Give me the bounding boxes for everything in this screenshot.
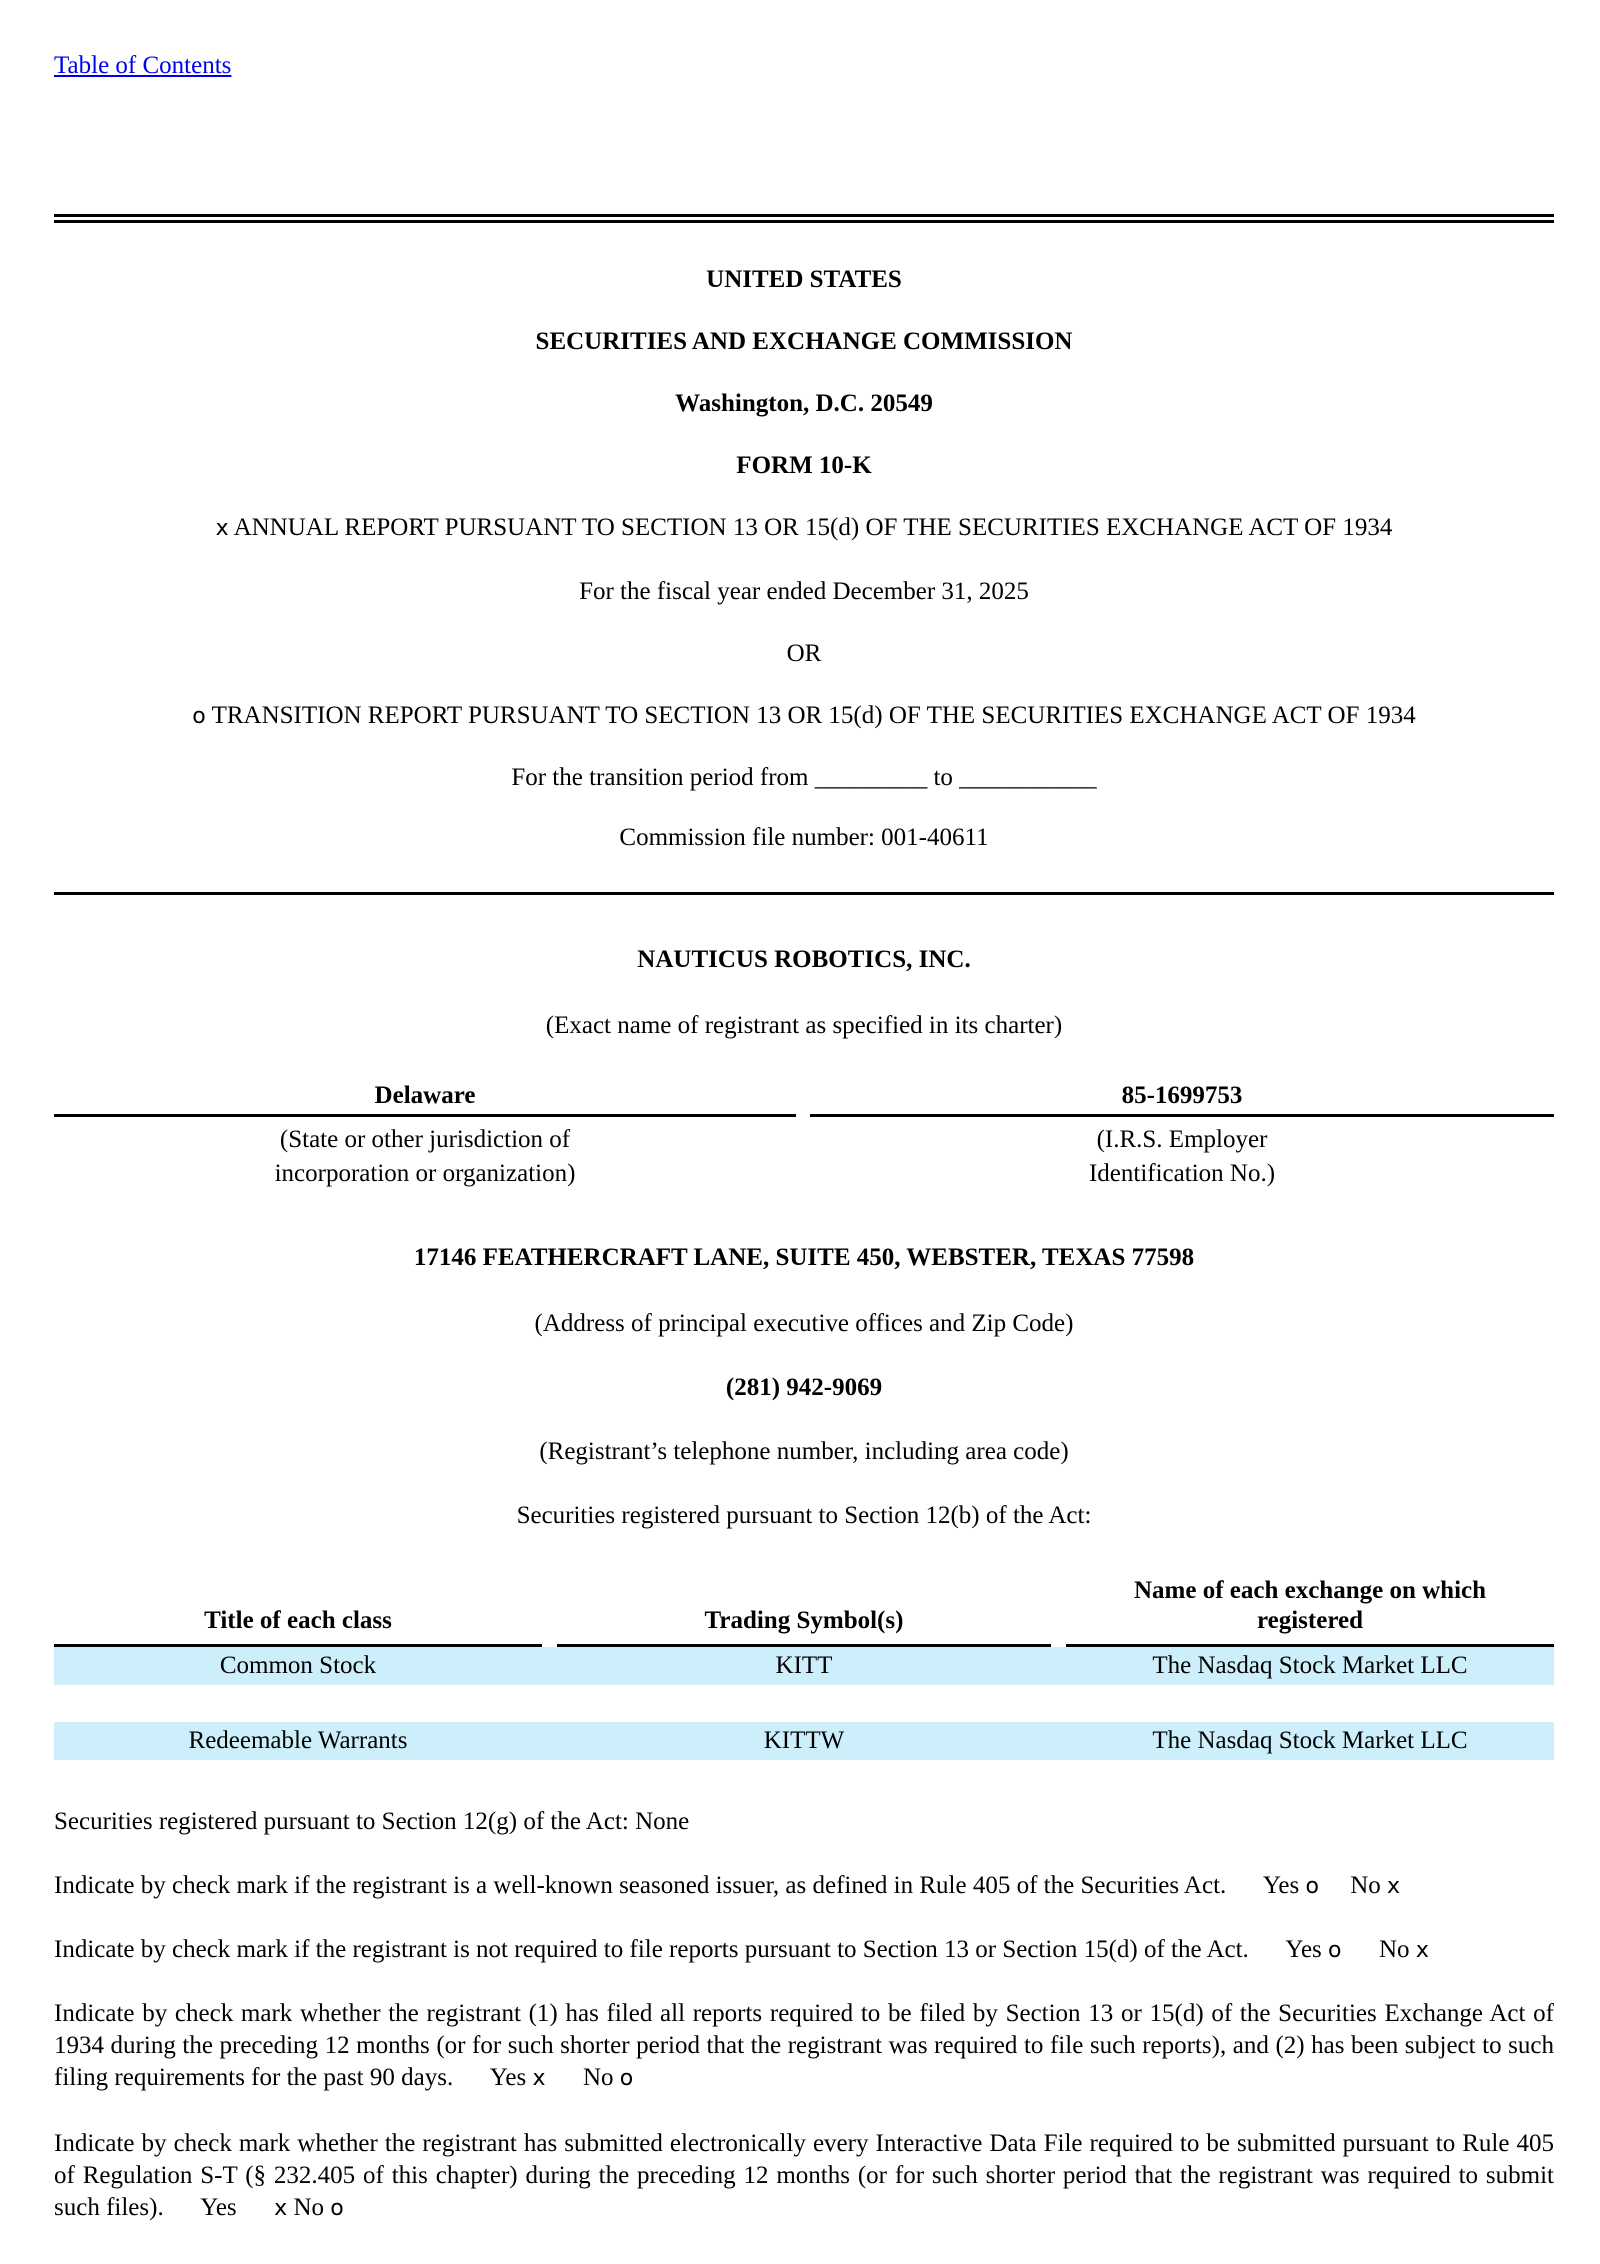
- yes-checkbox[interactable]: x: [274, 2196, 288, 2221]
- no-checkbox[interactable]: o: [619, 2066, 634, 2091]
- employer-id-block: [810, 1082, 1554, 1191]
- registrant-name: NAUTICUS ROBOTICS, INC.: [637, 946, 971, 973]
- header-united-states: UNITED STATES: [706, 266, 902, 293]
- no-label: No: [1379, 1936, 1410, 1963]
- transition-report-line: [54, 702, 1554, 730]
- cell-trading-symbol: KITT: [775, 1652, 833, 1679]
- annual-report-text: ANNUAL REPORT PURSUANT TO SECTION 13 OR 15(d) OF THE SECURITIES EXCHANGE ACT OF 1934: [233, 514, 1393, 541]
- header-washington: Washington, D.C. 20549: [675, 390, 933, 417]
- annual-report-checkmark: x: [215, 516, 229, 541]
- fiscal-year-line: For the fiscal year ended December 31, 2025: [579, 578, 1029, 605]
- table-of-contents-link[interactable]: Table of Contents: [54, 52, 232, 79]
- header-double-rule: [54, 214, 1554, 223]
- section-12g-line: Securities registered pursuant to Section 12(g) of the Act: None: [54, 1808, 690, 1835]
- commission-file-number: Commission file number: 001-40611: [619, 824, 989, 851]
- table-row: [54, 1647, 1554, 1685]
- yes-checkbox[interactable]: o: [1305, 1874, 1319, 1899]
- no-label: No: [1350, 1872, 1381, 1899]
- yes-checkbox[interactable]: x: [532, 2066, 546, 2091]
- no-checkbox[interactable]: x: [1387, 1874, 1401, 1899]
- transition-report-text: TRANSITION REPORT PURSUANT TO SECTION 13 OR 15(d) OF THE SECURITIES EXCHANGE ACT OF 1934: [211, 702, 1416, 729]
- form-title: FORM 10-K: [736, 452, 872, 479]
- th-title-of-class: Title of each class: [204, 1607, 392, 1634]
- state-caption: (State or other jurisdiction of incorporation or organization): [274, 1126, 576, 1187]
- registrant-name-caption: (Exact name of registrant as specified in its charter): [545, 1012, 1063, 1039]
- th-exchange-name: Name of each exchange on which registered: [1133, 1577, 1487, 1634]
- yes-checkbox[interactable]: o: [1328, 1938, 1342, 1963]
- no-checkbox[interactable]: x: [1415, 1938, 1429, 1963]
- no-label: No: [582, 2064, 614, 2091]
- transition-report-checkmark: o: [192, 704, 206, 729]
- yes-label: Yes: [1285, 1936, 1322, 1963]
- section-12b-heading: Securities registered pursuant to Section 12(b) of the Act:: [516, 1502, 1092, 1529]
- no-label: No: [293, 2194, 325, 2221]
- check-question-interactive-data: Indicate by check mark whether the registrant has submitted electronically every Interactive Data File required to be submitted pursuant to Rule 405 of Regulation S-T (§ 232.405 of this chapter) during the preceding 12 months (or for such shorter period that the registrant was required to submit such files). Yes x No o: [54, 2130, 1554, 2221]
- header-sec: SECURITIES AND EXCHANGE COMMISSION: [535, 328, 1073, 355]
- employer-id-number: 85-1699753: [810, 1082, 1554, 1117]
- section-divider: [54, 892, 1554, 895]
- telephone-caption: (Registrant’s telephone number, including area code): [539, 1438, 1069, 1465]
- check-question-filed-reports: Indicate by check mark whether the registrant (1) has filed all reports required to be filed by Section 13 or 15(d) of the Securities Exchange Act of 1934 during the preceding 12 months (or for such shorter period that the registrant was required to file such reports), and (2) has been subject to such filing requirements for the past 90 days. Yes x No o: [54, 2000, 1554, 2091]
- check-question-not-required: Indicate by check mark if the registrant is not required to file reports pursuant to Section 13 or Section 15(d) of the Act. Yes o No x: [54, 1936, 1429, 1963]
- no-checkbox[interactable]: o: [330, 2196, 344, 2221]
- annual-report-line: [54, 514, 1554, 542]
- address-caption: (Address of principal executive offices and Zip Code): [534, 1310, 1074, 1337]
- cell-exchange: The Nasdaq Stock Market LLC: [1152, 1727, 1468, 1754]
- transition-period-line: For the transition period from _________ to ___________: [511, 764, 1097, 791]
- yes-label: Yes: [200, 2194, 237, 2221]
- yes-label: Yes: [489, 2064, 527, 2091]
- th-trading-symbol: Trading Symbol(s): [704, 1607, 904, 1634]
- yes-label: Yes: [1262, 1872, 1300, 1899]
- cell-class-title: Redeemable Warrants: [188, 1727, 408, 1754]
- telephone-number: (281) 942-9069: [725, 1374, 883, 1401]
- employer-id-caption: (I.R.S. Employer Identification No.): [1088, 1126, 1276, 1187]
- cell-trading-symbol: KITTW: [763, 1727, 845, 1754]
- or-separator: OR: [786, 640, 822, 667]
- check-question-wksi: Indicate by check mark if the registrant is a well-known seasoned issuer, as defined in Rule 405 of the Securities Act. Yes o No x: [54, 1872, 1401, 1899]
- cell-exchange: The Nasdaq Stock Market LLC: [1152, 1652, 1468, 1679]
- table-row: [54, 1722, 1554, 1760]
- principal-address: 17146 FEATHERCRAFT LANE, SUITE 450, WEBSTER, TEXAS 77598: [413, 1244, 1195, 1271]
- state-of-incorporation-block: [54, 1082, 796, 1191]
- state-of-incorporation: Delaware: [54, 1082, 796, 1117]
- cell-class-title: Common Stock: [219, 1652, 377, 1679]
